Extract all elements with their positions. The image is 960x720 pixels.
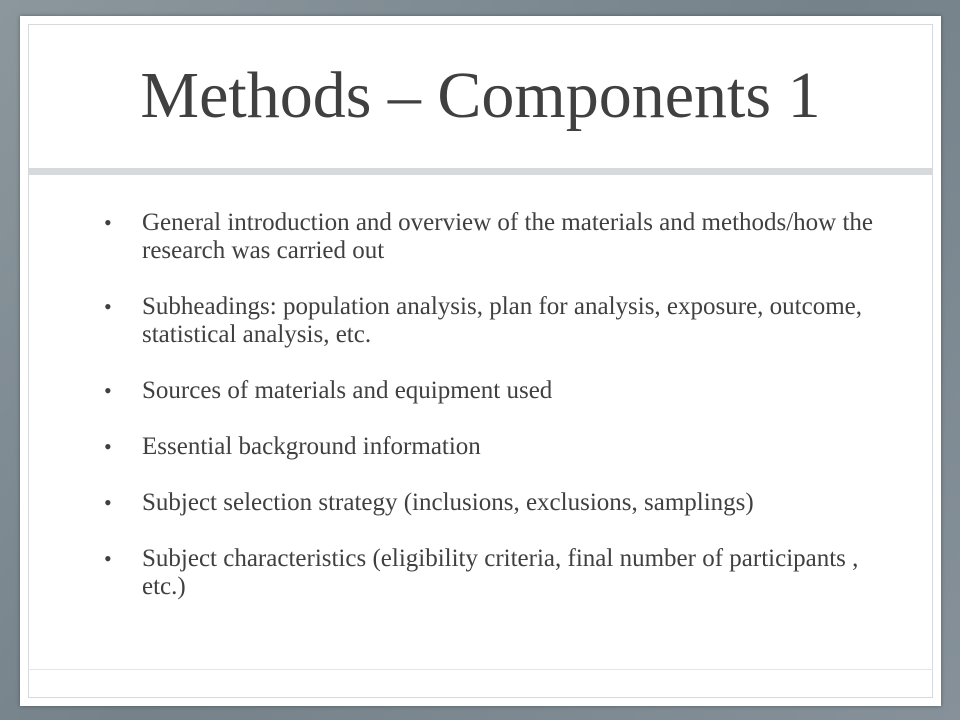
- slide: [20, 16, 941, 706]
- bullet-item: [100, 377, 900, 405]
- bullet-item: [100, 489, 900, 517]
- bullet-icon: •: [104, 210, 112, 235]
- bullet-text: Subject selection strategy (inclusions, exclusions, samplings): [142, 489, 754, 516]
- bullet-item: [100, 293, 900, 349]
- bullet-icon: •: [104, 546, 112, 571]
- bullet-icon: •: [104, 434, 112, 459]
- bullet-list: [100, 209, 900, 629]
- bullet-item: [100, 209, 900, 265]
- bullet-text: Essential background information: [142, 433, 481, 460]
- bullet-text: General introduction and overview of the materials and methods/how the research was carried out: [142, 209, 874, 264]
- bullet-item: [100, 545, 900, 601]
- footer-divider: [28, 669, 933, 670]
- bullet-icon: •: [104, 490, 112, 515]
- slide-title: Methods – Components 1: [140, 59, 821, 132]
- bullet-text: Subheadings: population analysis, plan for analysis, exposure, outcome, statistical analysis, etc.: [142, 293, 863, 348]
- bullet-icon: •: [104, 294, 112, 319]
- bullet-icon: •: [104, 378, 112, 403]
- title-divider: [28, 168, 933, 175]
- bullet-text: Sources of materials and equipment used: [142, 377, 553, 404]
- bullet-item: [100, 433, 900, 461]
- bullet-text: Subject characteristics (eligibility criteria, final number of participants , etc.): [142, 545, 859, 600]
